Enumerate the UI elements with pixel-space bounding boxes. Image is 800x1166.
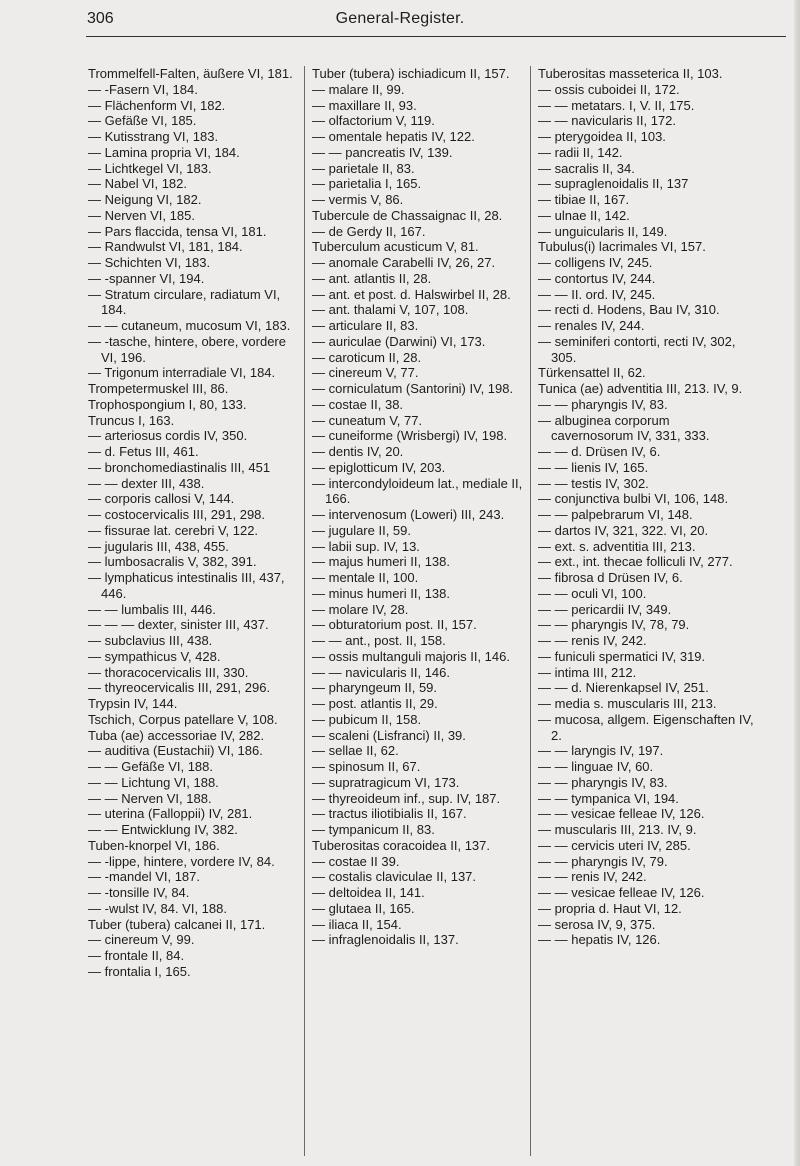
- index-entry: — mentale II, 100.: [312, 570, 419, 585]
- index-entry: — — d. Nierenkapsel IV, 251.: [538, 680, 709, 696]
- index-entry: — arteriosus cordis IV, 350.: [88, 428, 248, 444]
- index-entry: — molare IV, 28.: [312, 601, 409, 617]
- index-entry: — scaleni (Lisfranci) II, 39.: [312, 727, 466, 743]
- index-entry: — ossis cuboidei II, 172.: [538, 81, 680, 97]
- index-entry: — propria d. Haut VI, 12.: [538, 900, 682, 916]
- index-entry: — mucosa, allgem. Eigenschaften IV, 2.: [538, 711, 754, 743]
- index-entry: — -lippe, hintere, vordere IV, 84.: [88, 853, 275, 869]
- index-entry: — intervenosum (Loweri) III, 243.: [312, 507, 505, 522]
- index-entry: — spinosum II, 67.: [312, 759, 421, 774]
- index-entry: — ossis multanguli majoris II, 146.: [312, 648, 510, 664]
- index-entry: — jugularis III, 438, 455.: [88, 538, 229, 554]
- index-entry: — ulnae II, 142.: [538, 207, 630, 223]
- index-entry: — Nabel VI, 182.: [88, 176, 187, 192]
- index-entry: — — pharyngis IV, 78, 79.: [538, 617, 690, 633]
- index-entry: — — pharyngis IV, 83.: [538, 396, 668, 412]
- index-column-2: [312, 66, 528, 948]
- index-entry: — — metatars. I, V. II, 175.: [538, 97, 695, 113]
- index-entry: — Lamina propria VI, 184.: [88, 144, 240, 160]
- index-entry: — Stratum circulare, radiatum VI, 184.: [88, 286, 281, 318]
- index-entry: — — Gefäße VI, 188.: [88, 759, 213, 774]
- index-entry: — Randwulst VI, 181, 184.: [88, 239, 243, 255]
- index-entry: — thoracocervicalis III, 330.: [88, 664, 249, 680]
- index-entry: — glutaea II, 165.: [312, 900, 415, 916]
- index-entry: Tuberositas masseterica II, 103.: [538, 66, 723, 81]
- index-entry: — Nerven VI, 185.: [88, 207, 195, 223]
- index-entry: Tuba (ae) accessoriae IV, 282.: [88, 727, 265, 743]
- index-entry: — costalis claviculae II, 137.: [312, 869, 477, 885]
- index-entry: — frontalia I, 165.: [88, 963, 191, 979]
- index-entry: — cuneatum V, 77.: [312, 412, 423, 428]
- index-entry: — subclavius III, 438.: [88, 633, 213, 648]
- index-entry: — — dexter III, 438.: [88, 475, 205, 491]
- index-entry: — fibrosa d Drüsen IV, 6.: [538, 570, 683, 585]
- index-entry: — vermis V, 86.: [312, 192, 404, 207]
- index-entry: Truncus I, 163.: [88, 412, 175, 428]
- index-entry: — pterygoidea II, 103.: [538, 129, 666, 144]
- index-entry: — — tympanica VI, 194.: [538, 790, 679, 806]
- index-entry: — parietale II, 83.: [312, 160, 415, 176]
- index-entry: — muscularis III, 213. IV, 9.: [538, 822, 697, 837]
- index-entry: Tubercule de Chassaignac II, 28.: [312, 207, 503, 223]
- index-entry: — radii II, 142.: [538, 144, 623, 160]
- index-entry: — -Fasern VI, 184.: [88, 81, 198, 97]
- index-entry: — media s. muscularis III, 213.: [538, 696, 717, 711]
- index-entry: Trophospongium I, 80, 133.: [88, 396, 247, 412]
- index-entry: — tractus iliotibialis II, 167.: [312, 806, 467, 822]
- index-entry: Trommelfell-Falten, äußere VI, 181.: [88, 66, 293, 81]
- index-entry: — — cutaneum, mucosum VI, 183.: [88, 318, 291, 333]
- index-entry: — — testis IV, 302.: [538, 475, 649, 491]
- index-entry: — Pars flaccida, tensa VI, 181.: [88, 223, 267, 239]
- index-entry: — sympathicus V, 428.: [88, 648, 221, 664]
- index-entry: — ext. s. adventitia III, 213.: [538, 538, 696, 554]
- index-entry: — — vesicae felleae IV, 126.: [538, 885, 705, 900]
- index-entry: — ant. atlantis II, 28.: [312, 270, 432, 286]
- index-entry: Tubulus(i) lacrimales VI, 157.: [538, 239, 706, 255]
- index-entry: — articulare II, 83.: [312, 318, 419, 333]
- page-number: 306: [87, 10, 114, 27]
- index-entry: — — vesicae felleae IV, 126.: [538, 806, 705, 822]
- index-entry: Trypsin IV, 144.: [88, 696, 178, 711]
- index-entry: — obturatorium post. II, 157.: [312, 617, 477, 633]
- index-entry: — — II. ord. IV, 245.: [538, 286, 656, 302]
- index-entry: — de Gerdy II, 167.: [312, 223, 426, 239]
- index-entry: — supraglenoidalis II, 137: [538, 176, 689, 192]
- index-entry: Tuber (tubera) ischiadicum II, 157.: [312, 66, 510, 81]
- index-entry: — costae II, 38.: [312, 396, 404, 412]
- index-entry: — auriculae (Darwini) VI, 173.: [312, 333, 486, 349]
- index-entry: — costae II 39.: [312, 853, 400, 869]
- index-entry: — ant. thalami V, 107, 108.: [312, 302, 469, 318]
- index-entry: — — linguae IV, 60.: [538, 759, 654, 774]
- index-entry: — Gefäße VI, 185.: [88, 113, 197, 129]
- index-entry: — — oculi VI, 100.: [538, 585, 647, 601]
- index-entry: — — palpebrarum VI, 148.: [538, 507, 693, 522]
- index-entry: — iliaca II, 154.: [312, 916, 402, 932]
- index-entry: — ext., int. thecae folliculi IV, 277.: [538, 554, 733, 570]
- index-entry: — sacralis II, 34.: [538, 160, 635, 176]
- index-entry: — lymphaticus intestinalis III, 437, 446.: [88, 570, 285, 601]
- index-entry: Tuber (tubera) calcanei II, 171.: [88, 916, 266, 932]
- index-entry: — Trigonum interradiale VI, 184.: [88, 365, 276, 381]
- index-entry: — — hepatis IV, 126.: [538, 932, 661, 948]
- index-entry: — tympanicum II, 83.: [312, 822, 435, 837]
- index-entry: — — pericardii IV, 349.: [538, 601, 672, 617]
- index-entry: Trompetermuskel III, 86.: [88, 381, 229, 396]
- index-entry: — — Nerven VI, 188.: [88, 790, 212, 806]
- index-entry: — supratragicum VI, 173.: [312, 774, 460, 790]
- index-entry: — corporis callosi V, 144.: [88, 491, 235, 507]
- index-entry: — — d. Drüsen IV, 6.: [538, 444, 661, 459]
- index-entry: — — Lichtung VI, 188.: [88, 774, 219, 790]
- index-entry: — — pancreatis IV, 139.: [312, 144, 453, 160]
- index-entry: Tuberculum acusticum V, 81.: [312, 239, 479, 255]
- index-entry: — Lichtkegel VI, 183.: [88, 160, 212, 176]
- index-entry: — ant. et post. d. Halswirbel II, 28.: [312, 286, 511, 302]
- index-entry: — -tasche, hintere, obere, vordere VI, 196.: [88, 333, 286, 365]
- index-entry: — fissurae lat. cerebri V, 122.: [88, 522, 259, 538]
- index-entry: — dentis IV, 20.: [312, 444, 404, 459]
- index-entry: — — pharyngis IV, 79.: [538, 853, 668, 869]
- column-divider-2: [530, 66, 531, 1156]
- index-entry: — minus humeri II, 138.: [312, 585, 450, 601]
- index-entry: — renales IV, 244.: [538, 318, 645, 333]
- header-rule: [86, 36, 786, 37]
- index-column-1: [88, 66, 304, 980]
- index-entry: — — renis IV, 242.: [538, 869, 647, 885]
- index-entry: — Kutisstrang VI, 183.: [88, 129, 219, 144]
- index-entry: — deltoidea II, 141.: [312, 885, 425, 900]
- index-entry: — epiglotticum IV, 203.: [312, 459, 446, 475]
- column-divider-1: [304, 66, 305, 1156]
- index-entry: — dartos IV, 321, 322. VI, 20.: [538, 522, 709, 538]
- index-entry: — bronchomediastinalis III, 451: [88, 459, 271, 475]
- index-entry: — — renis IV, 242.: [538, 633, 647, 648]
- index-entry: — serosa IV, 9, 375.: [538, 916, 656, 932]
- index-entry: — majus humeri II, 138.: [312, 554, 450, 570]
- index-entry: — — ant., post. II, 158.: [312, 633, 446, 648]
- index-entry: — post. atlantis II, 29.: [312, 696, 438, 711]
- index-entry: — Neigung VI, 182.: [88, 192, 202, 207]
- index-entry: — -wulst IV, 84. VI, 188.: [88, 900, 227, 916]
- index-entry: — costocervicalis III, 291, 298.: [88, 507, 266, 522]
- index-entry: — -spanner VI, 194.: [88, 270, 205, 286]
- index-entry: — — lumbalis III, 446.: [88, 601, 216, 617]
- index-entry: — -mandel VI, 187.: [88, 869, 200, 885]
- index-entry: Tschich, Corpus patellare V, 108.: [88, 711, 278, 727]
- index-entry: — conjunctiva bulbi VI, 106, 148.: [538, 491, 729, 507]
- index-entry: Türkensattel II, 62.: [538, 365, 646, 381]
- index-entry: — intima III, 212.: [538, 664, 637, 680]
- index-entry: Tuben-knorpel VI, 186.: [88, 837, 220, 853]
- index-entry: — d. Fetus III, 461.: [88, 444, 199, 459]
- index-entry: — contortus IV, 244.: [538, 270, 656, 286]
- index-entry: — maxillare II, 93.: [312, 97, 417, 113]
- index-entry: — — cervicis uteri IV, 285.: [538, 837, 691, 853]
- index-entry: — colligens IV, 245.: [538, 255, 653, 270]
- index-entry: — lumbosacralis V, 382, 391.: [88, 554, 257, 570]
- index-entry: — anomale Carabelli IV, 26, 27.: [312, 255, 496, 270]
- index-entry: — auditiva (Eustachii) VI, 186.: [88, 743, 263, 759]
- index-entry: — cuneiforme (Wrisbergi) IV, 198.: [312, 428, 508, 444]
- index-entry: — infraglenoidalis II, 137.: [312, 932, 459, 948]
- index-entry: — Schichten VI, 183.: [88, 255, 211, 270]
- index-entry: — -tonsille IV, 84.: [88, 885, 190, 900]
- index-entry: — — navicularis II, 146.: [312, 664, 450, 680]
- index-entry: — jugulare II, 59.: [312, 522, 411, 538]
- index-entry: — parietalia I, 165.: [312, 176, 422, 192]
- index-entry: — — navicularis II, 172.: [538, 113, 676, 129]
- index-entry: — intercondyloideum lat., mediale II, 166.: [312, 475, 523, 507]
- index-entry: — cinereum V, 99.: [88, 932, 195, 948]
- index-entry: — recti d. Hodens, Bau IV, 310.: [538, 302, 720, 318]
- index-entry: — seminiferi contorti, recti IV, 302, 305.: [538, 333, 736, 365]
- index-entry: — — laryngis IV, 197.: [538, 743, 664, 759]
- index-entry: — — pharyngis IV, 83.: [538, 774, 668, 790]
- index-entry: — uterina (Falloppii) IV, 281.: [88, 806, 253, 822]
- page-edge: [794, 0, 800, 1166]
- index-entry: — labii sup. IV, 13.: [312, 538, 420, 554]
- index-entry: — funiculi spermatici IV, 319.: [538, 648, 706, 664]
- index-entry: — malare II, 99.: [312, 81, 405, 97]
- index-column-3: [538, 66, 754, 948]
- index-entry: — thyreocervicalis III, 291, 296.: [88, 680, 271, 696]
- index-entry: Tuberositas coracoidea II, 137.: [312, 837, 491, 853]
- running-head-title: General-Register.: [335, 10, 465, 27]
- index-entry: Tunica (ae) adventitia III, 213. IV, 9.: [538, 381, 743, 396]
- index-entry: — cinereum V, 77.: [312, 365, 419, 381]
- index-entry: — — lienis IV, 165.: [538, 459, 649, 475]
- index-entry: — albuginea corporum cavernosorum IV, 331, 333.: [538, 412, 710, 444]
- index-entry: — omentale hepatis IV, 122.: [312, 129, 475, 144]
- index-entry: — pharyngeum II, 59.: [312, 680, 438, 696]
- index-entry: — unguicularis II, 149.: [538, 223, 668, 239]
- index-entry: — caroticum II, 28.: [312, 349, 422, 365]
- index-entry: — — — dexter, sinister III, 437.: [88, 617, 269, 633]
- index-entry: — sellae II, 62.: [312, 743, 399, 759]
- index-entry: — olfactorium V, 119.: [312, 113, 435, 129]
- index-entry: — tibiae II, 167.: [538, 192, 630, 207]
- index-entry: — frontale II, 84.: [88, 948, 185, 963]
- index-entry: — pubicum II, 158.: [312, 711, 422, 727]
- index-entry: — — Entwicklung IV, 382.: [88, 822, 238, 837]
- index-entry: — thyreoideum inf., sup. IV, 187.: [312, 790, 501, 806]
- index-entry: — Flächenform VI, 182.: [88, 97, 226, 113]
- index-entry: — corniculatum (Santorini) IV, 198.: [312, 381, 514, 396]
